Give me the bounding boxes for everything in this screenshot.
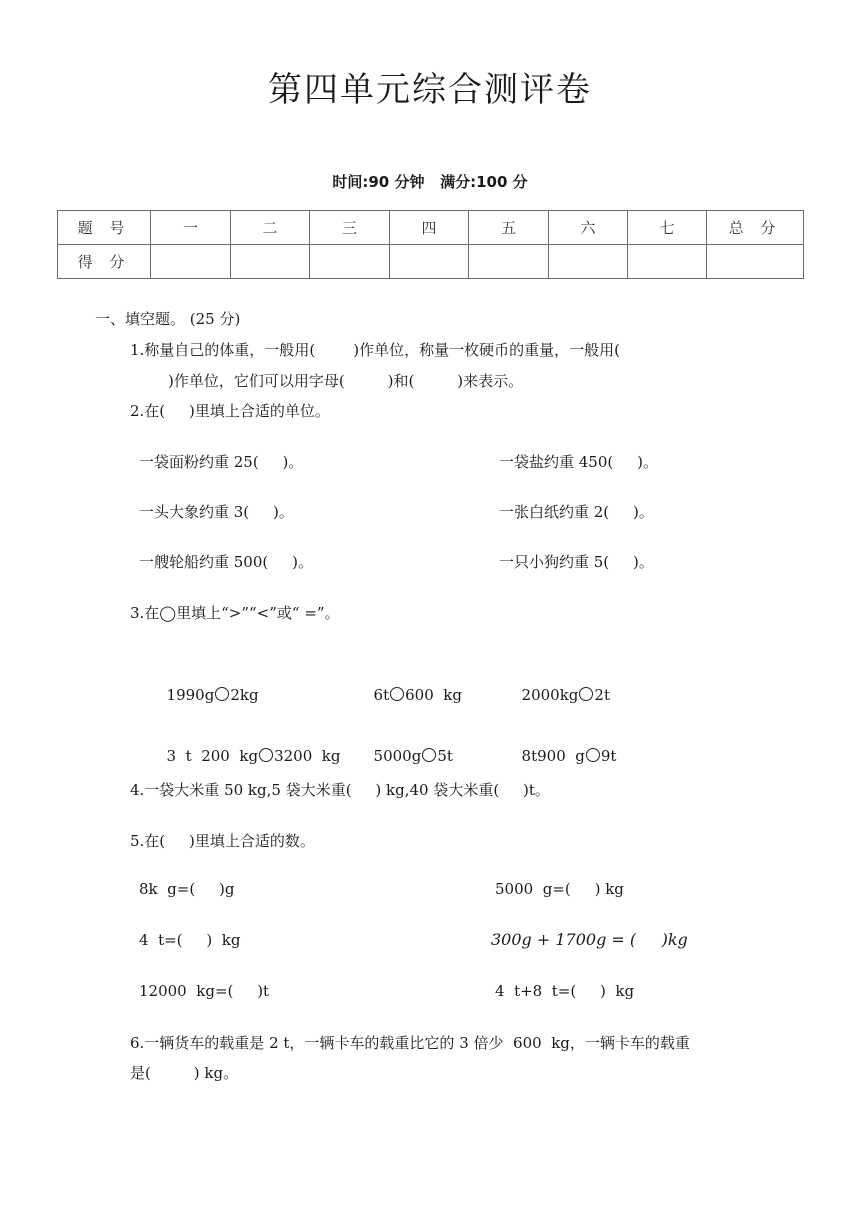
score-cell[interactable] (390, 245, 469, 279)
question-2-item: 一袋面粉约重 25( )。 (139, 453, 304, 471)
question-6-line-2: 是( ) kg。 (130, 1064, 239, 1082)
comparison-circle[interactable] (422, 748, 436, 762)
comparison-left: 3 t 200 kg (166, 747, 259, 765)
comparison-left: 6t (373, 686, 390, 704)
column-header: 二 (231, 211, 310, 245)
row-label-question-number: 题 号 (58, 211, 151, 245)
question-5-item: 12000 kg=( )t (139, 982, 270, 1000)
comparison-item (364, 729, 453, 765)
column-header: 四 (390, 211, 469, 245)
question-2-item: 一袋盐约重 450( )。 (499, 453, 658, 471)
score-cell[interactable] (549, 245, 628, 279)
exam-time-and-score: 时间:90 分钟 满分:100 分 (332, 173, 528, 191)
column-header: 一 (151, 211, 231, 245)
comparison-left: 1990g (166, 686, 215, 704)
score-cell[interactable] (469, 245, 549, 279)
question-5-item: 4 t+8 t=( ) kg (495, 982, 635, 1000)
row-label-score: 得 分 (58, 245, 151, 279)
column-header: 三 (310, 211, 390, 245)
question-2-item: 一张白纸约重 2( )。 (499, 503, 654, 521)
comparison-right: 5t (437, 747, 453, 765)
comparison-right: 2t (594, 686, 610, 704)
table-row (58, 211, 804, 245)
comparison-item (157, 668, 259, 704)
comparison-circle[interactable] (215, 687, 229, 701)
question-5-math-item: 300g + 1700g = ( )kg (491, 930, 688, 949)
comparison-circle[interactable] (579, 687, 593, 701)
question-4: 4.一袋大米重 50 kg,5 袋大米重( ) kg,40 袋大米重( )t。 (130, 781, 550, 799)
question-2-item: 一艘轮船约重 500( )。 (139, 553, 313, 571)
question-6-line-1: 6.一辆货车的载重是 2 t，一辆卡车的载重比它的 3 倍少 600 kg，一辆卡车的载重 (130, 1034, 690, 1052)
comparison-item (512, 729, 616, 765)
comparison-left: 2000kg (521, 686, 579, 704)
question-3-prompt: 3.在◯里填上“>”“<”或“ =”。 (130, 604, 340, 622)
comparison-right: 9t (600, 747, 617, 765)
column-header: 五 (469, 211, 549, 245)
score-cell[interactable] (310, 245, 390, 279)
question-2-item: 一头大象约重 3( )。 (139, 503, 294, 521)
score-cell[interactable] (151, 245, 231, 279)
comparison-right: 600 kg (405, 686, 462, 704)
column-header: 七 (628, 211, 707, 245)
comparison-circle[interactable] (390, 687, 404, 701)
question-2-item: 一只小狗约重 5( )。 (499, 553, 654, 571)
question-5-item: 5000 g=( ) kg (495, 880, 624, 898)
comparison-circle[interactable] (586, 748, 600, 762)
comparison-item (512, 668, 610, 704)
score-cell[interactable] (707, 245, 804, 279)
question-5-item: 8k g=( )g (139, 880, 235, 898)
table-row (58, 245, 804, 279)
score-cell[interactable] (231, 245, 310, 279)
question-1-line-2: )作单位，它们可以用字母( )和( )来表示。 (168, 372, 524, 390)
comparison-left: 8t900 g (521, 747, 585, 765)
comparison-item (157, 729, 340, 765)
column-header-total: 总 分 (707, 211, 804, 245)
question-5-prompt: 5.在( )里填上合适的数。 (130, 832, 315, 850)
column-header: 六 (549, 211, 628, 245)
question-5-item: 4 t=( ) kg (139, 931, 241, 949)
comparison-item (364, 668, 462, 704)
question-1-line-1: 1.称量自己的体重，一般用( )作单位，称量一枚硬币的重量，一般用( (130, 341, 621, 359)
comparison-left: 5000g (373, 747, 422, 765)
section-heading: 一、填空题。 (25 分) (95, 310, 241, 328)
comparison-right: 3200 kg (274, 747, 341, 765)
comparison-right: 2kg (230, 686, 259, 704)
score-cell[interactable] (628, 245, 707, 279)
score-table (57, 210, 804, 279)
question-2-prompt: 2.在( )里填上合适的单位。 (130, 402, 330, 420)
comparison-circle[interactable] (259, 748, 273, 762)
page-title: 第四单元综合测评卷 (268, 70, 592, 110)
